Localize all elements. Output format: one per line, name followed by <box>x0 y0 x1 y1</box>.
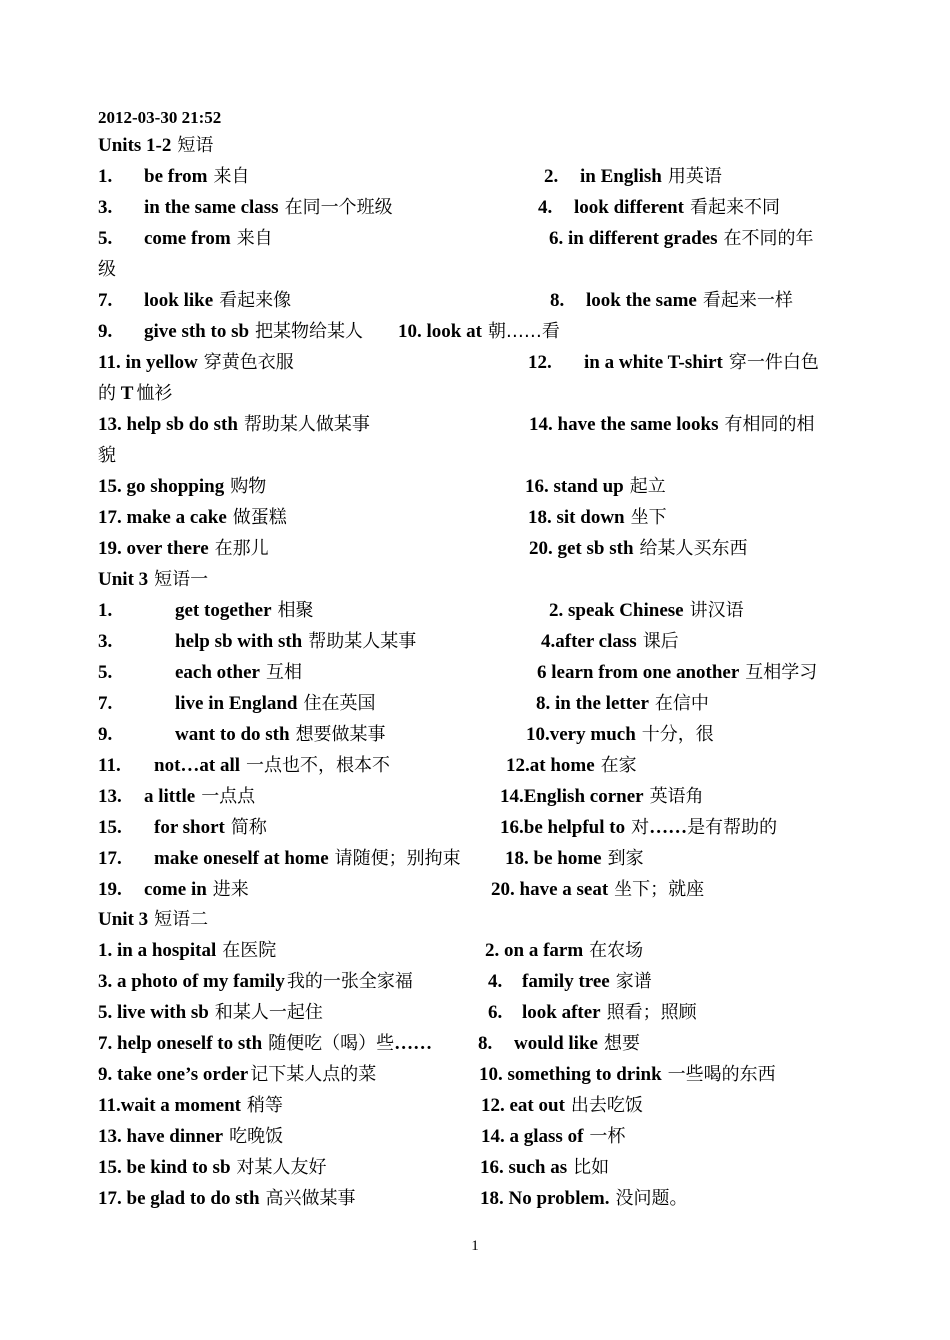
phrase-en: come in <box>144 879 207 900</box>
phrase-en: 7. help oneself to sth <box>98 1033 263 1054</box>
phrase-en: 12. eat out <box>481 1095 565 1116</box>
section-heading-unit-3-part-1 <box>98 564 858 595</box>
phrase-en: look like <box>144 290 214 311</box>
phrase-item <box>500 812 777 843</box>
phrase-zh: 在同一个班级 <box>284 197 393 218</box>
phrase-item <box>574 192 780 223</box>
phrase-item <box>525 471 666 502</box>
phrase-item <box>98 378 172 409</box>
phrase-en: in a white T-shirt <box>584 352 723 373</box>
item-number: 17. <box>98 848 122 869</box>
phrase-zh: 在信中 <box>654 693 709 714</box>
phrase-zh: 比如 <box>573 1157 610 1178</box>
phrase-en: …… <box>649 817 688 838</box>
phrase-item <box>506 750 637 781</box>
phrase-row <box>98 1183 858 1214</box>
phrase-en: 13. help sb do sth <box>98 414 238 435</box>
section-heading-unit-3-part-2 <box>98 904 858 935</box>
phrase-item <box>144 874 249 905</box>
item-number: 6. <box>488 1002 503 1023</box>
heading-zh: 短语二 <box>154 909 209 930</box>
phrase-zh: 看起来一样 <box>702 290 793 311</box>
item-number: 19. <box>98 879 122 900</box>
phrase-en: family tree <box>522 971 610 992</box>
phrase-row <box>98 626 858 657</box>
phrase-en: for short <box>154 817 225 838</box>
section-heading-units-1-2 <box>98 130 858 161</box>
phrase-zh: 记下某人点的菜 <box>250 1064 377 1085</box>
phrase-item <box>144 161 250 192</box>
item-number: 4. <box>488 971 503 992</box>
phrase-item <box>154 750 390 781</box>
phrase-item <box>485 935 643 966</box>
page-number: 1 <box>471 1238 479 1254</box>
phrase-item <box>98 502 287 533</box>
phrase-zh: 帮助某人某事 <box>308 631 417 652</box>
phrase-zh: 英语角 <box>649 786 704 807</box>
phrase-row <box>98 750 858 781</box>
phrase-zh: 一点也不，根本不 <box>246 755 391 776</box>
phrase-en: 10. something to drink <box>479 1064 662 1085</box>
phrase-en: 14. have the same looks <box>529 414 719 435</box>
phrase-item <box>144 781 255 812</box>
phrase-zh: 在那儿 <box>214 538 269 559</box>
phrase-zh: 给某人买东西 <box>639 538 748 559</box>
phrase-zh: 一杯 <box>589 1126 626 1147</box>
phrase-row <box>98 966 858 997</box>
item-number: 3. <box>98 631 113 652</box>
phrase-zh: 随便吃（喝）些 <box>268 1033 395 1054</box>
phrase-item <box>528 502 667 533</box>
phrase-item <box>480 1152 609 1183</box>
item-number: 1. <box>98 166 113 187</box>
phrase-row <box>98 781 858 812</box>
phrase-en: 2. speak Chinese <box>549 600 684 621</box>
phrase-row <box>98 1028 858 1059</box>
phrase-row <box>98 533 858 564</box>
item-number: 8. <box>478 1033 493 1054</box>
phrase-item <box>175 626 416 657</box>
phrase-zh: 购物 <box>230 476 267 497</box>
heading-zh: 短语 <box>177 135 214 156</box>
phrase-en: …… <box>394 1033 433 1054</box>
phrase-row <box>98 471 858 502</box>
phrase-en: 3. a photo of my family <box>98 971 285 992</box>
phrase-zh: 的 <box>98 383 116 404</box>
heading-zh: 短语一 <box>154 569 209 590</box>
phrase-item <box>144 223 273 254</box>
phrase-row <box>98 285 858 316</box>
item-number: 7. <box>98 693 113 714</box>
phrase-zh: 对 <box>631 817 650 838</box>
phrase-en: 8. in the letter <box>536 693 649 714</box>
phrase-item <box>98 1059 376 1090</box>
phrase-zh: 家谱 <box>615 971 652 992</box>
phrase-row <box>98 843 858 874</box>
phrase-en: 10.very much <box>526 724 636 745</box>
phrase-zh: 十分，很 <box>641 724 714 745</box>
phrase-row <box>98 409 858 440</box>
phrase-en: 14.English corner <box>500 786 644 807</box>
phrase-zh: 级 <box>98 259 116 280</box>
phrase-row-wrap <box>98 378 858 409</box>
phrase-en: 11. in yellow <box>98 352 198 373</box>
phrase-row <box>98 502 858 533</box>
phrase-item <box>586 285 793 316</box>
phrase-zh: 做蛋糕 <box>232 507 287 528</box>
phrase-row <box>98 997 858 1028</box>
item-number: 4. <box>538 197 553 218</box>
phrase-zh: 高兴做某事 <box>265 1188 356 1209</box>
timestamp: 2012-03-30 21:52 <box>98 108 222 127</box>
item-number: 2. <box>544 166 559 187</box>
phrase-en: come from <box>144 228 231 249</box>
phrase-en: 5. live with sb <box>98 1002 209 1023</box>
phrase-en: 6 learn from one another <box>537 662 740 683</box>
phrase-zh: 穿一件白色 <box>728 352 819 373</box>
phrase-zh: 在不同的年 <box>723 228 814 249</box>
phrase-row <box>98 688 858 719</box>
phrase-item <box>505 843 644 874</box>
phrase-en: 1. in a hospital <box>98 940 217 961</box>
phrase-zh: 住在英国 <box>303 693 376 714</box>
phrase-row <box>98 657 858 688</box>
phrase-zh: 起立 <box>629 476 666 497</box>
phrase-item <box>175 719 386 750</box>
phrase-en: 15. go shopping <box>98 476 225 497</box>
phrase-en: T <box>120 383 134 404</box>
phrase-item <box>500 781 704 812</box>
phrase-row <box>98 347 858 378</box>
phrase-en: 15. be kind to sb <box>98 1157 231 1178</box>
phrase-item <box>549 595 744 626</box>
phrase-zh: 稍等 <box>247 1095 284 1116</box>
phrase-zh: 貌 <box>98 445 116 466</box>
item-number: 9. <box>98 724 113 745</box>
phrase-zh: 看起来像 <box>219 290 292 311</box>
phrase-item <box>175 595 314 626</box>
phrase-item <box>98 471 266 502</box>
phrase-zh: 在医院 <box>222 940 277 961</box>
phrase-item <box>522 966 652 997</box>
phrase-item <box>529 533 748 564</box>
phrase-en: 18. sit down <box>528 507 625 528</box>
phrase-zh: 想要 <box>603 1033 640 1054</box>
heading-en: Unit 3 <box>98 909 149 930</box>
item-number: 13. <box>98 786 122 807</box>
phrase-en: not…at all <box>154 755 241 776</box>
phrase-zh: 对某人友好 <box>236 1157 327 1178</box>
phrase-item <box>98 1121 283 1152</box>
phrase-row <box>98 1090 858 1121</box>
phrase-zh: 课后 <box>642 631 679 652</box>
phrase-en: be from <box>144 166 208 187</box>
phrase-zh: 互相学习 <box>745 662 818 683</box>
item-number: 15. <box>98 817 122 838</box>
phrase-zh: 出去吃饭 <box>570 1095 643 1116</box>
phrase-item <box>144 316 363 347</box>
heading-en: Units 1-2 <box>98 135 172 156</box>
phrase-en: want to do sth <box>175 724 290 745</box>
phrase-zh: 有相同的相 <box>724 414 815 435</box>
phrase-item <box>491 874 704 905</box>
phrase-en: 10. look at <box>398 321 482 342</box>
phrase-item <box>98 1090 283 1121</box>
phrase-en: give sth to sb <box>144 321 250 342</box>
phrase-en: 4.after class <box>541 631 637 652</box>
phrase-row <box>98 595 858 626</box>
phrase-en: 17. be glad to do sth <box>98 1188 260 1209</box>
phrase-row-wrap <box>98 254 858 285</box>
phrase-zh: 我的一张全家福 <box>286 971 413 992</box>
phrase-zh: 在农场 <box>589 940 644 961</box>
item-number: 3. <box>98 197 113 218</box>
phrase-zh: 请随便；别拘束 <box>334 848 461 869</box>
heading-en: Unit 3 <box>98 569 149 590</box>
phrase-zh: 和某人一起住 <box>214 1002 323 1023</box>
phrase-item <box>144 285 291 316</box>
phrase-en: would like <box>514 1033 598 1054</box>
phrase-item <box>522 997 697 1028</box>
phrase-row <box>98 1152 858 1183</box>
phrase-item <box>398 316 560 347</box>
phrase-row <box>98 192 858 223</box>
phrase-item <box>98 935 276 966</box>
phrase-item <box>584 347 819 378</box>
phrase-en: 16. stand up <box>525 476 624 497</box>
phrase-zh: 一点点 <box>201 786 256 807</box>
phrase-en: 11.wait a moment <box>98 1095 242 1116</box>
phrase-en: each other <box>175 662 260 683</box>
phrase-zh: 用英语 <box>667 166 722 187</box>
phrase-zh: 坐下；就座 <box>614 879 705 900</box>
phrase-zh: 来自 <box>213 166 250 187</box>
phrase-en: look after <box>522 1002 601 1023</box>
phrase-en: 20. have a seat <box>491 879 609 900</box>
phrase-zh: 帮助某人做某事 <box>243 414 370 435</box>
phrase-item <box>580 161 722 192</box>
phrase-row <box>98 316 858 347</box>
phrase-zh: 相聚 <box>277 600 314 621</box>
phrase-zh: 到家 <box>607 848 644 869</box>
phrase-item <box>529 409 814 440</box>
phrase-en: in English <box>580 166 662 187</box>
phrase-zh: 穿黄色衣服 <box>203 352 294 373</box>
item-number: 8. <box>550 290 565 311</box>
phrase-en: 20. get sb sth <box>529 538 634 559</box>
phrase-en: a little <box>144 786 196 807</box>
phrase-en: 18. No problem. <box>480 1188 610 1209</box>
phrase-row-wrap <box>98 440 858 471</box>
phrase-en: 9. take one’s order <box>98 1064 249 1085</box>
phrase-row <box>98 812 858 843</box>
phrase-en: 14. a glass of <box>481 1126 584 1147</box>
phrase-zh: 照看；照顾 <box>606 1002 697 1023</box>
phrase-zh: 看起来不同 <box>689 197 780 218</box>
phrase-row <box>98 719 858 750</box>
phrase-item <box>154 812 267 843</box>
phrase-row <box>98 223 858 254</box>
phrase-item <box>98 409 370 440</box>
item-number: 11. <box>98 755 121 776</box>
phrase-item <box>98 1152 327 1183</box>
phrase-zh: 在家 <box>600 755 637 776</box>
phrase-en: get together <box>175 600 272 621</box>
phrase-en: look the same <box>586 290 697 311</box>
phrase-zh: 一些喝的东西 <box>667 1064 776 1085</box>
phrase-item <box>514 1028 640 1059</box>
phrase-row <box>98 935 858 966</box>
phrase-en: 12.at home <box>506 755 595 776</box>
phrase-zh: 吃晚饭 <box>229 1126 284 1147</box>
item-number: 7. <box>98 290 113 311</box>
phrase-zh: 简称 <box>230 817 267 838</box>
phrase-item <box>154 843 461 874</box>
phrase-item <box>144 192 393 223</box>
phrase-zh: 互相 <box>265 662 302 683</box>
phrase-zh: 想要做某事 <box>295 724 386 745</box>
phrase-item <box>98 966 413 997</box>
phrase-zh: 坐下 <box>630 507 667 528</box>
phrase-zh: 朝……看 <box>487 321 560 342</box>
phrase-en: 18. be home <box>505 848 602 869</box>
phrase-en: help sb with sth <box>175 631 303 652</box>
phrase-item <box>479 1059 776 1090</box>
phrase-zh: 没问题。 <box>615 1188 688 1209</box>
phrase-item <box>481 1121 625 1152</box>
phrase-en: 17. make a cake <box>98 507 227 528</box>
phrase-item <box>481 1090 643 1121</box>
phrase-zh: 进来 <box>212 879 249 900</box>
phrase-item <box>537 657 817 688</box>
phrase-zh: 恤衫 <box>136 383 173 404</box>
phrase-zh: 把某物给某人 <box>255 321 364 342</box>
phrase-en: 16.be helpful to <box>500 817 626 838</box>
phrase-en: in the same class <box>144 197 279 218</box>
phrase-en: live in England <box>175 693 298 714</box>
phrase-item <box>175 688 376 719</box>
phrase-en: 6. in different grades <box>549 228 718 249</box>
phrase-row <box>98 161 858 192</box>
phrase-item <box>98 347 294 378</box>
phrase-en: make oneself at home <box>154 848 329 869</box>
phrase-item <box>98 1028 432 1059</box>
phrase-zh: 讲汉语 <box>689 600 744 621</box>
phrase-item <box>536 688 709 719</box>
phrase-en: 2. on a farm <box>485 940 584 961</box>
phrase-item <box>526 719 714 750</box>
phrase-item <box>98 1183 356 1214</box>
phrase-item <box>549 223 814 254</box>
phrase-item <box>541 626 679 657</box>
phrase-row <box>98 1059 858 1090</box>
item-number: 5. <box>98 662 113 683</box>
phrase-zh: 是有帮助的 <box>687 817 778 838</box>
phrase-zh: 来自 <box>236 228 273 249</box>
item-number: 1. <box>98 600 113 621</box>
phrase-en: 13. have dinner <box>98 1126 224 1147</box>
item-number: 5. <box>98 228 113 249</box>
phrase-item <box>98 533 269 564</box>
phrase-en: look different <box>574 197 684 218</box>
phrase-en: 16. such as <box>480 1157 568 1178</box>
item-number: 9. <box>98 321 113 342</box>
phrase-item <box>175 657 302 688</box>
item-number: 12. <box>528 352 552 373</box>
phrase-row <box>98 874 858 905</box>
phrase-item <box>480 1183 687 1214</box>
phrase-row <box>98 1121 858 1152</box>
phrase-en: 19. over there <box>98 538 209 559</box>
phrase-item <box>98 997 323 1028</box>
